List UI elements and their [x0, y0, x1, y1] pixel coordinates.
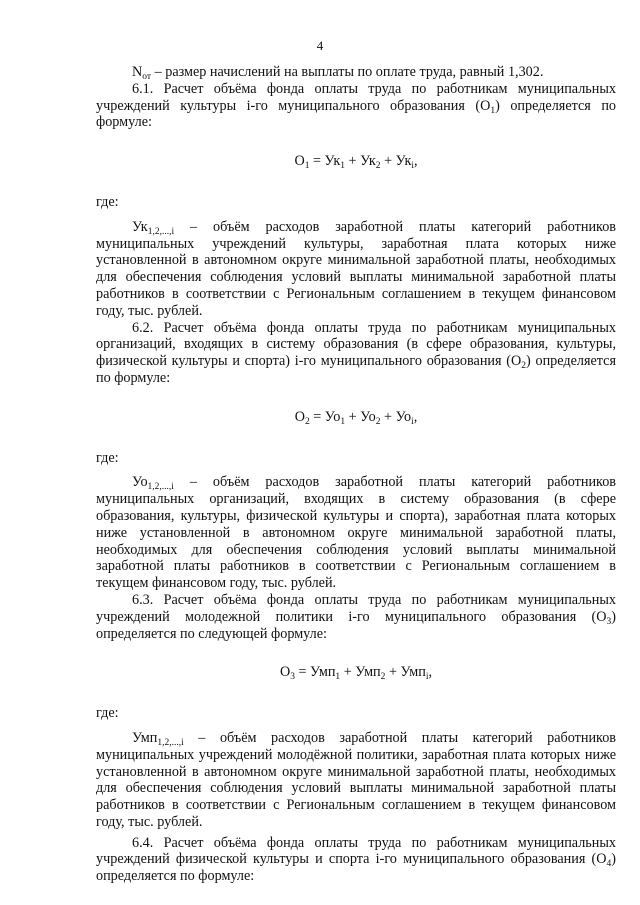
- section-6-2: 6.2. Расчет объёма фонда оплаты труда по работникам муниципальных организаций, входящих в систему образования (в сфере образования, культуры, физической культуры и спорта) i-го муниципального образования $(O_2)$ определяется по формуле:: [96, 319, 616, 386]
- section-6-4: 6.4. Расчет объёма фонда оплаты труда по работникам муниципальных учреждений физической культуры и спорта i-го муниципального образования $(O_4)$ определяется по формуле:: [96, 834, 616, 885]
- page-number: 4: [316, 38, 324, 53]
- definition-ump: Умп$_{1,2,...,i}$ – объём расходов заработной платы категорий работников муниципальных учреждений молодёжной политики, заработная плата которых ниже установленной в автономном округе минимальной заработной платы, необходимых для обеспечения соблюдения условий выплаты минимальной заработной платы работников в соответствии с Региональным соглашением в текущем финансовом году, тыс. рублей.: [96, 729, 616, 830]
- definition-uk: $Ук_{1,2,...,i}$ – объём расходов заработной платы категорий работников муниципальных учреждений культуры, заработная плата которых ниже установленной в автономном округе минимальной заработной платы, необходимых для обеспечения соблюдения условий выплаты минимальной заработной платы работников в соответствии с Региональным соглашением в текущем финансовом году, тыс. рублей.: [96, 218, 616, 319]
- n-definition: $N_{от}$ – размер начислений на выплаты по оплате труда, равный 1,302.: [132, 64, 544, 82]
- section-6-1: 6.1. Расчет объёма фонда оплаты труда по работникам муниципальных учреждений культуры i-го муниципального образования $(O_1)$ определяется по формуле:: [96, 80, 617, 131]
- where-label-2: где:: [96, 449, 119, 466]
- section-6-3: 6.3. Расчет объёма фонда оплаты труда по работникам муниципальных учреждений молодежной политики i-го муниципального образования $(O_3)$ определяется по следующей формуле:: [96, 591, 616, 642]
- document-body: [96, 64, 616, 885]
- formula-o3: $O_3 = Умп_1 + Умп_2 + Умп_i$,: [279, 664, 433, 683]
- where-label-1: где:: [96, 193, 119, 210]
- where-label-3: где:: [96, 705, 119, 722]
- formula-o2: $O_2 = Уо_1 + Уо_2 + Уо_i$,: [294, 408, 418, 427]
- formula-o1: $O_1 = Ук_1 + Ук_2 + Ук_i$,: [294, 153, 418, 172]
- definition-uo: $Уо_{1,2,...,i}$ – объём расходов заработной платы категорий работников муниципальных организаций, входящих в систему образования (в сфере образования, культуры, физической культуры и спорта), заработная плата которых ниже установленной в автономном округе минимальной заработной платы, необходимых для обеспечения соблюдения условий выплаты минимальной заработной платы работников в соответствии с Региональным соглашением в текущем финансовом году, тыс. рублей.: [96, 474, 616, 592]
